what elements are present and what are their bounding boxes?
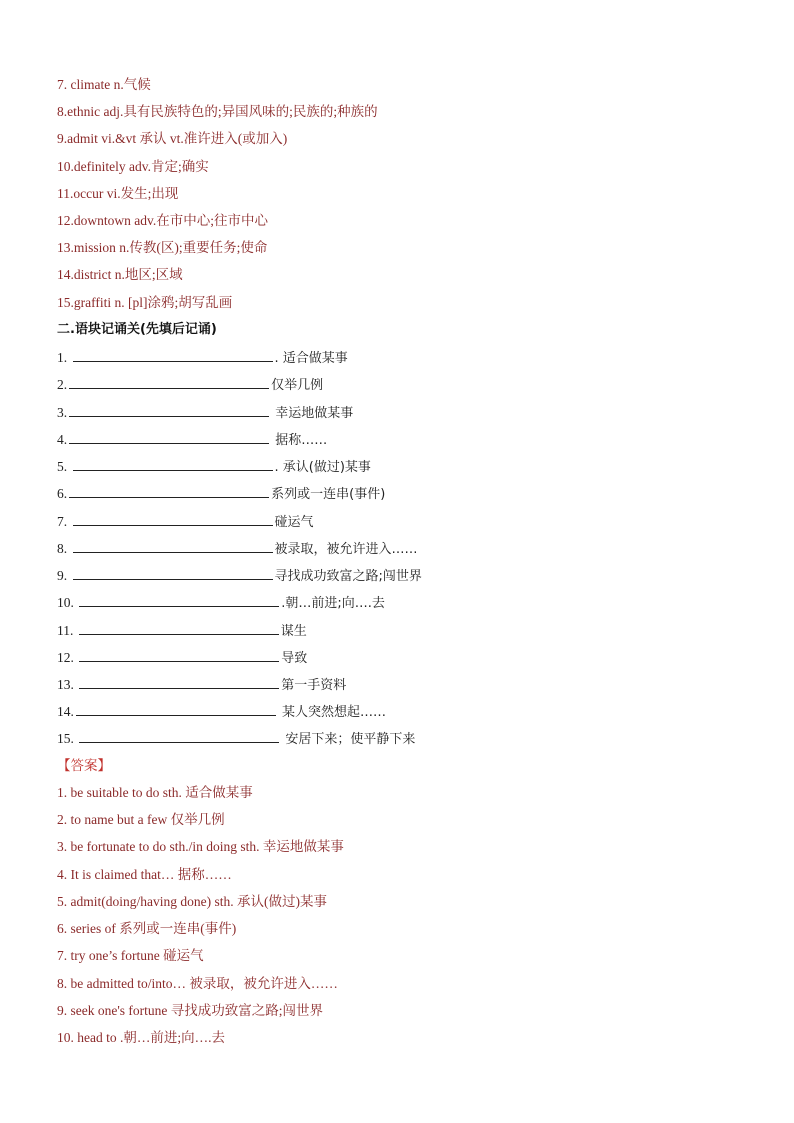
question-row <box>57 374 323 394</box>
question-prompt: .朝…前进;向….去 <box>281 596 385 611</box>
question-prompt: 系列或一连串(事件) <box>271 487 386 502</box>
question-row <box>57 647 307 667</box>
vocab-item: 12.downtown adv.在市中心;往市中心 <box>57 213 268 228</box>
question-number: 8. <box>57 541 68 556</box>
answer-blank[interactable] <box>73 511 273 526</box>
question-number: 4. <box>57 432 68 447</box>
answer-blank[interactable] <box>69 374 269 389</box>
question-prompt: 寻找成功致富之路;闯世界 <box>274 569 422 584</box>
question-prompt: 碰运气 <box>274 515 314 530</box>
answer-blank[interactable] <box>69 402 269 417</box>
answer-item: 8. be admitted to/into… 被录取，被允许进入…… <box>57 976 338 991</box>
vocab-item: 7. climate n.气候 <box>57 77 151 92</box>
question-number: 12. <box>57 650 74 665</box>
answer-label: 【答案】 <box>57 758 111 774</box>
question-row <box>57 701 386 721</box>
question-row <box>57 402 353 422</box>
question-row <box>57 620 307 640</box>
answer-item: 3. be fortunate to do sth./in doing sth. 幸运地做某事 <box>57 839 344 854</box>
question-number: 13. <box>57 677 74 692</box>
question-number: 15. <box>57 731 74 746</box>
vocab-item: 8.ethnic adj.具有民族特色的;异国风味的;民族的;种族的 <box>57 104 378 119</box>
vocab-item: 11.occur vi.发生;出现 <box>57 186 179 201</box>
question-prompt: 仅举几例 <box>271 378 324 393</box>
answer-item: 2. to name but a few 仅举几例 <box>57 812 225 827</box>
answer-blank[interactable] <box>79 728 279 743</box>
question-prompt: 导致 <box>281 651 308 666</box>
vocab-item: 9.admit vi.&vt 承认 vt.准许进入(或加入) <box>57 131 288 146</box>
question-row <box>57 565 422 585</box>
vocab-item: 14.district n.地区;区域 <box>57 267 183 282</box>
vocab-item: 10.definitely adv.肯定;确实 <box>57 159 209 174</box>
question-number: 9. <box>57 568 68 583</box>
question-row <box>57 728 415 748</box>
question-number: 7. <box>57 514 68 529</box>
answer-blank[interactable] <box>73 565 273 580</box>
question-row <box>57 674 346 694</box>
answer-blank[interactable] <box>73 456 273 471</box>
answer-item: 1. be suitable to do sth. 适合做某事 <box>57 785 253 800</box>
question-number: 11. <box>57 623 74 638</box>
answer-blank[interactable] <box>69 429 269 444</box>
question-row <box>57 592 385 612</box>
answer-blank[interactable] <box>79 647 279 662</box>
answer-item: 4. It is claimed that… 据称…… <box>57 867 232 882</box>
question-prompt: . 承认(做过)某事 <box>274 460 371 475</box>
vocab-item: 13.mission n.传教(区);重要任务;使命 <box>57 240 268 255</box>
answer-blank[interactable] <box>76 701 276 716</box>
question-prompt: 据称…… <box>271 433 328 448</box>
question-number: 14. <box>57 704 74 719</box>
answer-item: 7. try one’s fortune 碰运气 <box>57 948 204 963</box>
question-number: 5. <box>57 459 68 474</box>
answer-item: 5. admit(doing/having done) sth. 承认(做过)某事 <box>57 894 327 909</box>
section-heading: 二.语块记诵关(先填后记诵) <box>57 322 217 337</box>
question-prompt: 第一手资料 <box>281 678 347 693</box>
question-row <box>57 511 314 531</box>
question-number: 2. <box>57 377 68 392</box>
question-prompt: 某人突然想起…… <box>277 705 387 720</box>
answer-blank[interactable] <box>79 620 279 635</box>
question-row <box>57 429 327 449</box>
answer-blank[interactable] <box>79 674 279 689</box>
answer-blank[interactable] <box>69 483 269 498</box>
answer-blank[interactable] <box>73 538 273 553</box>
question-prompt: 幸运地做某事 <box>271 406 354 421</box>
question-row <box>57 538 418 558</box>
answer-blank[interactable] <box>73 347 273 362</box>
question-prompt: . 适合做某事 <box>274 351 348 366</box>
answer-item: 6. series of 系列或一连串(事件) <box>57 921 237 936</box>
question-prompt: 谋生 <box>280 624 307 639</box>
question-prompt: 被录取，被允许进入…… <box>274 542 418 557</box>
question-number: 1. <box>57 350 68 365</box>
question-number: 6. <box>57 486 68 501</box>
question-number: 3. <box>57 405 68 420</box>
answer-blank[interactable] <box>79 592 279 607</box>
question-prompt: 安居下来；使平静下来 <box>281 732 416 747</box>
answer-item: 9. seek one's fortune 寻找成功致富之路;闯世界 <box>57 1003 324 1018</box>
vocab-item: 15.graffiti n. [pl]涂鸦;胡写乱画 <box>57 295 233 310</box>
question-row <box>57 456 371 476</box>
answer-item: 10. head to .朝…前进;向….去 <box>57 1030 225 1045</box>
question-number: 10. <box>57 595 74 610</box>
question-row <box>57 483 385 503</box>
question-row <box>57 347 348 367</box>
